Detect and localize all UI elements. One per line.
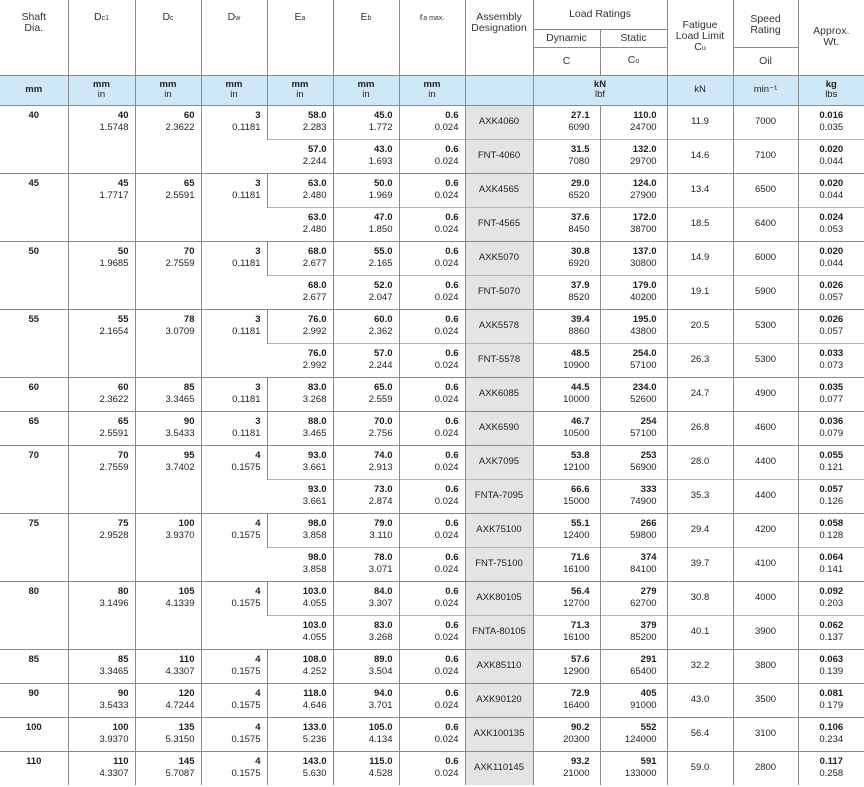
shaft-dia-cell: 110	[0, 751, 68, 785]
fatigue-load-limit-cell: 43.0	[667, 683, 733, 717]
static-load-cell: 291 65400	[600, 649, 667, 683]
static-load-cell: 179.0 40200	[600, 275, 667, 309]
header-dc: Dc	[135, 0, 201, 75]
weight-cell: 0.057 0.126	[798, 479, 864, 513]
speed-rating-cell: 3900	[733, 615, 798, 649]
static-load-cell: 333 74900	[600, 479, 667, 513]
assembly-designation-cell: FNT-5578	[465, 343, 533, 377]
ra-cell: 0.6 0.024	[399, 547, 465, 581]
dc-cell: 90 3.5433	[135, 411, 201, 445]
speed-rating-cell: 5300	[733, 343, 798, 377]
dc-cell: 135 5.3150	[135, 717, 201, 751]
static-load-cell: 132.0 29700	[600, 139, 667, 173]
header-static: Static	[600, 29, 667, 47]
fatigue-load-limit-cell: 14.9	[667, 241, 733, 275]
unit-ea: mm in	[267, 75, 333, 105]
dynamic-load-cell: 71.6 16100	[533, 547, 600, 581]
shaft-dia-cell: 55	[0, 309, 68, 377]
weight-cell: 0.033 0.073	[798, 343, 864, 377]
dc-cell: 110 4.3307	[135, 649, 201, 683]
unit-shaft: mm	[0, 75, 68, 105]
static-load-cell: 253 56900	[600, 445, 667, 479]
dc1-cell: 80 3.1496	[68, 581, 135, 649]
table-row	[0, 241, 864, 275]
eb-cell: 47.0 1.850	[333, 207, 399, 241]
speed-rating-cell: 4600	[733, 411, 798, 445]
eb-cell: 70.0 2.756	[333, 411, 399, 445]
eb-cell: 83.0 3.268	[333, 615, 399, 649]
ra-cell: 0.6 0.024	[399, 649, 465, 683]
weight-cell: 0.036 0.079	[798, 411, 864, 445]
speed-rating-cell: 6500	[733, 173, 798, 207]
table-body	[0, 105, 864, 785]
header-dw: Dw	[201, 0, 267, 75]
header-load-ratings: Load Ratings	[533, 0, 667, 29]
header-fatigue-load-limit: Fatigue Load Limit Cu	[667, 0, 733, 75]
fatigue-load-limit-cell: 14.6	[667, 139, 733, 173]
header-dynamic: Dynamic	[533, 29, 600, 47]
table-row	[0, 309, 864, 343]
shaft-dia-cell: 75	[0, 513, 68, 581]
assembly-designation-cell: AXK4060	[465, 105, 533, 139]
assembly-designation-cell: AXK5070	[465, 241, 533, 275]
ra-cell: 0.6 0.024	[399, 207, 465, 241]
speed-rating-cell: 2800	[733, 751, 798, 785]
ra-cell: 0.6 0.024	[399, 343, 465, 377]
dynamic-load-cell: 66.6 15000	[533, 479, 600, 513]
dw-cell: 4 0.1575	[201, 581, 267, 649]
ea-cell: 133.0 5.236	[267, 717, 333, 751]
weight-cell: 0.020 0.044	[798, 241, 864, 275]
ea-cell: 93.0 3.661	[267, 445, 333, 479]
dc1-cell: 45 1.7717	[68, 173, 135, 241]
ea-cell: 63.0 2.480	[267, 173, 333, 207]
dw-cell: 4 0.1575	[201, 445, 267, 513]
eb-cell: 43.0 1.693	[333, 139, 399, 173]
dc1-cell: 100 3.9370	[68, 717, 135, 751]
eb-cell: 105.0 4.134	[333, 717, 399, 751]
dw-cell: 3 0.1181	[201, 105, 267, 173]
static-load-cell: 234.0 52600	[600, 377, 667, 411]
weight-cell: 0.035 0.077	[798, 377, 864, 411]
unit-ra: mm in	[399, 75, 465, 105]
dc-cell: 145 5.7087	[135, 751, 201, 785]
shaft-dia-cell: 40	[0, 105, 68, 173]
weight-cell: 0.020 0.044	[798, 173, 864, 207]
table-row	[0, 513, 864, 547]
speed-rating-cell: 4000	[733, 581, 798, 615]
dc1-cell: 60 2.3622	[68, 377, 135, 411]
assembly-designation-cell: AXK85110	[465, 649, 533, 683]
eb-cell: 50.0 1.969	[333, 173, 399, 207]
dw-cell: 4 0.1575	[201, 751, 267, 785]
dw-cell: 4 0.1575	[201, 513, 267, 581]
weight-cell: 0.063 0.139	[798, 649, 864, 683]
dynamic-load-cell: 48.5 10900	[533, 343, 600, 377]
fatigue-load-limit-cell: 56.4	[667, 717, 733, 751]
assembly-designation-cell: AXK6590	[465, 411, 533, 445]
dc1-cell: 50 1.9685	[68, 241, 135, 309]
weight-cell: 0.026 0.057	[798, 309, 864, 343]
ea-cell: 76.0 2.992	[267, 309, 333, 343]
speed-rating-cell: 4900	[733, 377, 798, 411]
eb-cell: 89.0 3.504	[333, 649, 399, 683]
dc-cell: 120 4.7244	[135, 683, 201, 717]
dynamic-load-cell: 37.9 8520	[533, 275, 600, 309]
eb-cell: 65.0 2.559	[333, 377, 399, 411]
dynamic-load-cell: 53.8 12100	[533, 445, 600, 479]
unit-dc1: mm in	[68, 75, 135, 105]
assembly-designation-cell: FNT-4565	[465, 207, 533, 241]
dc-cell: 60 2.3622	[135, 105, 201, 173]
ea-cell: 108.0 4.252	[267, 649, 333, 683]
weight-cell: 0.024 0.053	[798, 207, 864, 241]
static-load-cell: 110.0 24700	[600, 105, 667, 139]
dc-cell: 95 3.7402	[135, 445, 201, 513]
unit-eb: mm in	[333, 75, 399, 105]
ra-cell: 0.6 0.024	[399, 173, 465, 207]
static-load-cell: 124.0 27900	[600, 173, 667, 207]
dynamic-load-cell: 90.2 20300	[533, 717, 600, 751]
speed-rating-cell: 6400	[733, 207, 798, 241]
static-load-cell: 405 91000	[600, 683, 667, 717]
table-row	[0, 683, 864, 717]
dynamic-load-cell: 31.5 7080	[533, 139, 600, 173]
dc1-cell: 65 2.5591	[68, 411, 135, 445]
static-load-cell: 591 133000	[600, 751, 667, 785]
weight-cell: 0.081 0.179	[798, 683, 864, 717]
dc-cell: 70 2.7559	[135, 241, 201, 309]
ra-cell: 0.6 0.024	[399, 105, 465, 139]
assembly-designation-cell: AXK4565	[465, 173, 533, 207]
fatigue-load-limit-cell: 28.0	[667, 445, 733, 479]
dynamic-load-cell: 37.6 8450	[533, 207, 600, 241]
ea-cell: 83.0 3.268	[267, 377, 333, 411]
ra-cell: 0.6 0.024	[399, 445, 465, 479]
ea-cell: 68.0 2.677	[267, 241, 333, 275]
eb-cell: 84.0 3.307	[333, 581, 399, 615]
ea-cell: 98.0 3.858	[267, 513, 333, 547]
dc1-cell: 75 2.9528	[68, 513, 135, 581]
assembly-designation-cell: FNTA-80105	[465, 615, 533, 649]
fatigue-load-limit-cell: 26.8	[667, 411, 733, 445]
assembly-designation-cell: FNT-75100	[465, 547, 533, 581]
speed-rating-cell: 3800	[733, 649, 798, 683]
assembly-designation-cell: AXK75100	[465, 513, 533, 547]
dc1-cell: 85 3.3465	[68, 649, 135, 683]
shaft-dia-cell: 60	[0, 377, 68, 411]
ra-cell: 0.6 0.024	[399, 479, 465, 513]
eb-cell: 55.0 2.165	[333, 241, 399, 275]
eb-cell: 57.0 2.244	[333, 343, 399, 377]
header-ea: Ea	[267, 0, 333, 75]
ra-cell: 0.6 0.024	[399, 241, 465, 275]
dc-cell: 105 4.1339	[135, 581, 201, 649]
weight-cell: 0.092 0.203	[798, 581, 864, 615]
ra-cell: 0.6 0.024	[399, 377, 465, 411]
dynamic-load-cell: 29.0 6520	[533, 173, 600, 207]
fatigue-load-limit-cell: 59.0	[667, 751, 733, 785]
header-approx-weight: Approx. Wt.	[798, 0, 864, 75]
header-eb: Eb	[333, 0, 399, 75]
speed-rating-cell: 5900	[733, 275, 798, 309]
ra-cell: 0.6 0.024	[399, 683, 465, 717]
shaft-dia-cell: 70	[0, 445, 68, 513]
weight-cell: 0.106 0.234	[798, 717, 864, 751]
dc-cell: 100 3.9370	[135, 513, 201, 581]
fatigue-load-limit-cell: 40.1	[667, 615, 733, 649]
weight-cell: 0.055 0.121	[798, 445, 864, 479]
ea-cell: 57.0 2.244	[267, 139, 333, 173]
eb-cell: 94.0 3.701	[333, 683, 399, 717]
speed-rating-cell: 4200	[733, 513, 798, 547]
shaft-dia-cell: 45	[0, 173, 68, 241]
fatigue-load-limit-cell: 26.3	[667, 343, 733, 377]
ra-cell: 0.6 0.024	[399, 751, 465, 785]
speed-rating-cell: 7000	[733, 105, 798, 139]
weight-cell: 0.117 0.258	[798, 751, 864, 785]
dynamic-load-cell: 72.9 16400	[533, 683, 600, 717]
shaft-dia-cell: 50	[0, 241, 68, 309]
dw-cell: 3 0.1181	[201, 241, 267, 309]
dc1-cell: 90 3.5433	[68, 683, 135, 717]
ea-cell: 88.0 3.465	[267, 411, 333, 445]
weight-cell: 0.064 0.141	[798, 547, 864, 581]
eb-cell: 74.0 2.913	[333, 445, 399, 479]
shaft-dia-cell: 100	[0, 717, 68, 751]
fatigue-load-limit-cell: 11.9	[667, 105, 733, 139]
ea-cell: 118.0 4.646	[267, 683, 333, 717]
static-load-cell: 195.0 43800	[600, 309, 667, 343]
table-row	[0, 445, 864, 479]
ea-cell: 58.0 2.283	[267, 105, 333, 139]
dynamic-load-cell: 46.7 10500	[533, 411, 600, 445]
ea-cell: 68.0 2.677	[267, 275, 333, 309]
assembly-designation-cell: AXK5578	[465, 309, 533, 343]
static-load-cell: 137.0 30800	[600, 241, 667, 275]
table-row	[0, 581, 864, 615]
shaft-dia-cell: 90	[0, 683, 68, 717]
ea-cell: 93.0 3.661	[267, 479, 333, 513]
ra-cell: 0.6 0.024	[399, 411, 465, 445]
ea-cell: 63.0 2.480	[267, 207, 333, 241]
table-row	[0, 717, 864, 751]
table-row	[0, 377, 864, 411]
dc1-cell: 70 2.7559	[68, 445, 135, 513]
assembly-designation-cell: AXK80105	[465, 581, 533, 615]
header-dynamic-symbol: C	[533, 47, 600, 75]
table-row	[0, 411, 864, 445]
speed-rating-cell: 6000	[733, 241, 798, 275]
dw-cell: 4 0.1575	[201, 649, 267, 683]
ea-cell: 103.0 4.055	[267, 581, 333, 615]
weight-cell: 0.026 0.057	[798, 275, 864, 309]
assembly-designation-cell: AXK90120	[465, 683, 533, 717]
ra-cell: 0.6 0.024	[399, 581, 465, 615]
assembly-designation-cell: FNT-5070	[465, 275, 533, 309]
dc1-cell: 55 2.1654	[68, 309, 135, 377]
fatigue-load-limit-cell: 39.7	[667, 547, 733, 581]
ra-cell: 0.6 0.024	[399, 717, 465, 751]
eb-cell: 52.0 2.047	[333, 275, 399, 309]
eb-cell: 45.0 1.772	[333, 105, 399, 139]
weight-cell: 0.058 0.128	[798, 513, 864, 547]
unit-weight: kg lbs	[798, 75, 864, 105]
dynamic-load-cell: 57.6 12900	[533, 649, 600, 683]
static-load-cell: 254.0 57100	[600, 343, 667, 377]
dw-cell: 3 0.1181	[201, 309, 267, 377]
unit-load-ratings: kN lbf	[533, 75, 667, 105]
ra-cell: 0.6 0.024	[399, 309, 465, 343]
table-row	[0, 649, 864, 683]
speed-rating-cell: 4400	[733, 479, 798, 513]
static-load-cell: 254 57100	[600, 411, 667, 445]
static-load-cell: 379 85200	[600, 615, 667, 649]
static-load-cell: 279 62700	[600, 581, 667, 615]
fatigue-load-limit-cell: 30.8	[667, 581, 733, 615]
assembly-designation-cell: FNT-4060	[465, 139, 533, 173]
dynamic-load-cell: 44.5 10000	[533, 377, 600, 411]
table-row	[0, 751, 864, 785]
fatigue-load-limit-cell: 24.7	[667, 377, 733, 411]
assembly-designation-cell: AXK110145	[465, 751, 533, 785]
unit-fatigue: kN	[667, 75, 733, 105]
static-load-cell: 552 124000	[600, 717, 667, 751]
weight-cell: 0.016 0.035	[798, 105, 864, 139]
assembly-designation-cell: AXK100135	[465, 717, 533, 751]
dynamic-load-cell: 30.8 6920	[533, 241, 600, 275]
unit-dw: mm in	[201, 75, 267, 105]
eb-cell: 60.0 2.362	[333, 309, 399, 343]
dynamic-load-cell: 71.3 16100	[533, 615, 600, 649]
dw-cell: 4 0.1575	[201, 683, 267, 717]
assembly-designation-cell: AXK6085	[465, 377, 533, 411]
eb-cell: 79.0 3.110	[333, 513, 399, 547]
dw-cell: 3 0.1181	[201, 377, 267, 411]
unit-speed: min⁻¹	[733, 75, 798, 105]
units-row	[0, 75, 864, 105]
table-row	[0, 173, 864, 207]
table-row	[0, 105, 864, 139]
dc-cell: 85 3.3465	[135, 377, 201, 411]
ea-cell: 98.0 3.858	[267, 547, 333, 581]
eb-cell: 115.0 4.528	[333, 751, 399, 785]
assembly-designation-cell: FNTA-7095	[465, 479, 533, 513]
dw-cell: 3 0.1181	[201, 173, 267, 241]
fatigue-load-limit-cell: 35.3	[667, 479, 733, 513]
weight-cell: 0.062 0.137	[798, 615, 864, 649]
dynamic-load-cell: 39.4 8860	[533, 309, 600, 343]
dc-cell: 78 3.0709	[135, 309, 201, 377]
eb-cell: 73.0 2.874	[333, 479, 399, 513]
static-load-cell: 172.0 38700	[600, 207, 667, 241]
ra-cell: 0.6 0.024	[399, 513, 465, 547]
speed-rating-cell: 5300	[733, 309, 798, 343]
ea-cell: 76.0 2.992	[267, 343, 333, 377]
header-assembly-designation: Assembly Designation	[465, 0, 533, 75]
header-speed-rating: Speed Rating	[733, 0, 798, 47]
speed-rating-cell: 3500	[733, 683, 798, 717]
speed-rating-cell: 3100	[733, 717, 798, 751]
speed-rating-cell: 4100	[733, 547, 798, 581]
fatigue-load-limit-cell: 19.1	[667, 275, 733, 309]
header-shaft-dia: Shaft Dia.	[21, 11, 47, 34]
dc-cell: 65 2.5591	[135, 173, 201, 241]
dynamic-load-cell: 56.4 12700	[533, 581, 600, 615]
speed-rating-cell: 7100	[733, 139, 798, 173]
speed-rating-cell: 4400	[733, 445, 798, 479]
assembly-designation-cell: AXK7095	[465, 445, 533, 479]
header-dc1: Dc1	[68, 0, 135, 75]
weight-cell: 0.020 0.044	[798, 139, 864, 173]
unit-designation	[465, 75, 533, 105]
ea-cell: 103.0 4.055	[267, 615, 333, 649]
fatigue-load-limit-cell: 29.4	[667, 513, 733, 547]
ra-cell: 0.6 0.024	[399, 139, 465, 173]
static-load-cell: 374 84100	[600, 547, 667, 581]
eb-cell: 78.0 3.071	[333, 547, 399, 581]
fatigue-load-limit-cell: 20.5	[667, 309, 733, 343]
ra-cell: 0.6 0.024	[399, 275, 465, 309]
dynamic-load-cell: 55.1 12400	[533, 513, 600, 547]
header-ra-max: ra max.	[399, 0, 465, 75]
fatigue-load-limit-cell: 18.5	[667, 207, 733, 241]
unit-dc: mm in	[135, 75, 201, 105]
fatigue-load-limit-cell: 32.2	[667, 649, 733, 683]
dc1-cell: 40 1.5748	[68, 105, 135, 173]
shaft-dia-cell: 85	[0, 649, 68, 683]
header-static-symbol: Co	[600, 47, 667, 75]
dynamic-load-cell: 27.1 6090	[533, 105, 600, 139]
dynamic-load-cell: 93.2 21000	[533, 751, 600, 785]
dw-cell: 4 0.1575	[201, 717, 267, 751]
fatigue-load-limit-cell: 13.4	[667, 173, 733, 207]
shaft-dia-cell: 80	[0, 581, 68, 649]
ra-cell: 0.6 0.024	[399, 615, 465, 649]
header-oil: Oil	[733, 47, 798, 75]
dc1-cell: 110 4.3307	[68, 751, 135, 785]
dw-cell: 3 0.1181	[201, 411, 267, 445]
shaft-dia-cell: 65	[0, 411, 68, 445]
ea-cell: 143.0 5.630	[267, 751, 333, 785]
static-load-cell: 266 59800	[600, 513, 667, 547]
